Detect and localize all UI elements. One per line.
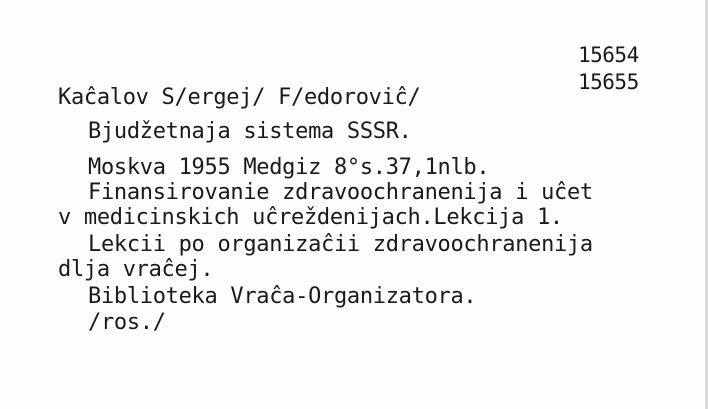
contents-line-1: Finansirovanie zdravoochranenija i uĉet bbox=[88, 180, 593, 205]
contents-line-2: v medicinskich uĉreždenijach.Lekcija 1. bbox=[58, 205, 563, 230]
accession-number-2: 15655 bbox=[578, 70, 639, 94]
series-line: Biblioteka Vraĉa-Organizatora. bbox=[88, 284, 477, 309]
accession-number-1: 15654 bbox=[578, 43, 639, 67]
title-line: Bjudžetnaja sistema SSSR. bbox=[88, 119, 412, 144]
author-heading: Kaĉalov S/ergej/ F/edoroviĉ/ bbox=[58, 85, 421, 110]
contents-line-3: Lekcii po organizaĉii zdravoochranenija bbox=[88, 232, 593, 257]
contents-line-4: dlja vraĉej. bbox=[58, 257, 214, 282]
language-note: /ros./ bbox=[88, 310, 166, 335]
imprint-line: Moskva 1955 Medgiz 8°s.37,1nlb. bbox=[88, 155, 490, 180]
